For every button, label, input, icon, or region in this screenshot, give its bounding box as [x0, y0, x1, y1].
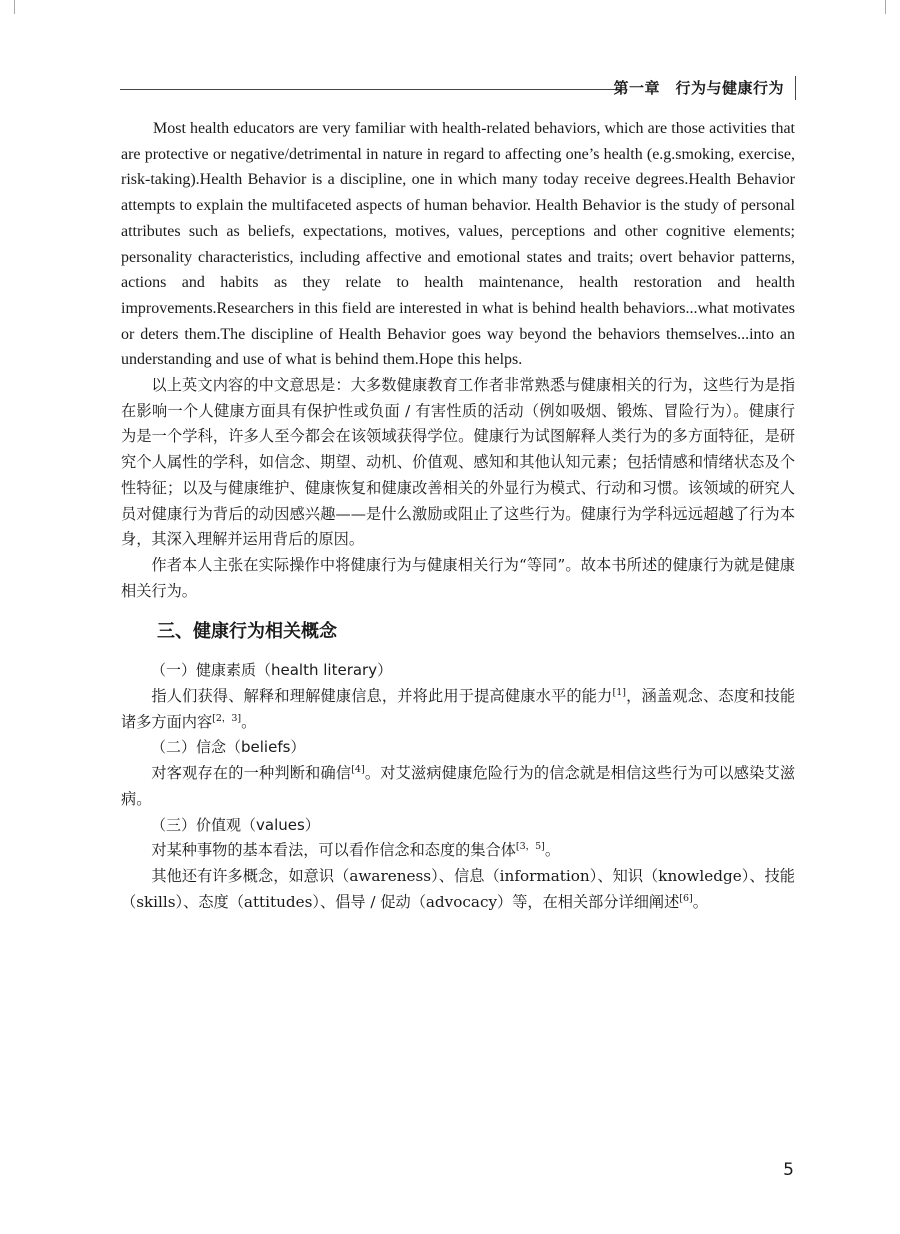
- page-number: 5: [783, 1160, 794, 1180]
- concept-text-part: 。: [544, 841, 561, 860]
- concept-heading-values: （三）价值观（values）: [151, 815, 320, 834]
- author-note-paragraph: 作者本人主张在实际操作中将健康行为与健康相关行为“等同”。故本书所述的健康行为就是健康相关行为。: [121, 555, 795, 600]
- other-concepts-text-end: 。: [692, 892, 708, 911]
- other-concepts-text: 其他还有许多概念，如意识（awareness）、信息（information）、知识（knowledge）、技能（skills）、态度（attitudes）、倡导 / 促动（advocacy）等，在相关部分详细阐述: [121, 866, 795, 911]
- header-bar: [795, 76, 796, 100]
- concept-text-part: 指人们获得、解释和理解健康信息，并将此用于提高健康水平的能力: [151, 687, 613, 706]
- concept-text-part: 对客观存在的一种判断和确信: [151, 764, 352, 783]
- concept-text-part: 。: [241, 712, 257, 731]
- citation-ref: [4]: [351, 764, 365, 776]
- chapter-title: 第一章 行为与健康行为: [613, 79, 784, 97]
- citation-ref: [1]: [612, 687, 626, 698]
- concept-text-health-literacy: [121, 684, 795, 735]
- section-heading: 三、健康行为相关概念: [157, 621, 337, 643]
- running-header: [120, 76, 796, 102]
- header-rule: [120, 89, 620, 90]
- chinese-translation-paragraph: 以上英文内容的中文意思是：大多数健康教育工作者非常熟悉与健康相关的行为，这些行为是指在影响一个人健康方面具有保护性或负面 / 有害性质的活动（例如吸烟、锻炼、冒险行为）。健康行为是一个学科，许多人至今都会在该领域获得学位。健康行为试图解释人类行为的多方面特征，是研究个人属性的学科，如信念、期望、动机、价值观、感知和其他认知元素；包括情感和情绪状态及个性特征；以及与健康维护、健康恢复和健康改善相关的外显行为模式、行动和习惯。该领域的研究人员对健康行为背后的动因感兴趣——是什么激励或阻止了这些行为。健康行为学科远远超越了行为本身，其深入理解并运用背后的原因。: [121, 376, 795, 549]
- crop-mark-right: [885, 0, 900, 14]
- concept-text-values: [121, 838, 795, 864]
- citation-ref: [2，3]: [212, 712, 242, 724]
- page-body: [121, 116, 795, 915]
- other-concepts-paragraph: [121, 864, 795, 915]
- concept-text-part: 。对艾滋病健康危险行为的信念就是相信这些行为可以感染艾滋病。: [121, 764, 796, 808]
- concept-text-part: ，涵盖观念、态度和技能诸多方面内容: [121, 687, 796, 731]
- english-paragraph: Most health educators are very familiar with health-related behaviors, which are those activities that are protective or negative/detrimental in nature in regard to affecting one’s health (e.g.smoking, exercise, risk-taking).Health Behavior is a discipline, one in which many today receive degrees.Health Behavior attempts to explain the multifaceted aspects of human behavior. Health Behavior is the study of personal attributes such as beliefs, expectations, motives, values, perceptions and other cognitive elements; personality characteristics, including affective and emotional states and traits; overt behavior patterns, actions and habits as they relate to health maintenance, health restoration and health improvements.Researchers in this field are interested in what is behind health behaviors...what motivates or deters them.The discipline of Health Behavior goes way beyond the behaviors themselves...into an understanding and use of what is behind them.Hope this helps.: [121, 120, 795, 369]
- concept-text-beliefs: [121, 761, 795, 812]
- crop-mark-left: [0, 0, 15, 14]
- citation-ref: [6]: [679, 892, 693, 904]
- citation-ref: [3，5]: [515, 841, 545, 853]
- concept-heading-beliefs: （二）信念（beliefs）: [151, 738, 306, 757]
- concept-heading-health-literacy: （一）健康素质（health literary）: [151, 661, 393, 680]
- concept-text-part: 对某种事物的基本看法，可以看作信念和态度的集合体: [151, 841, 516, 860]
